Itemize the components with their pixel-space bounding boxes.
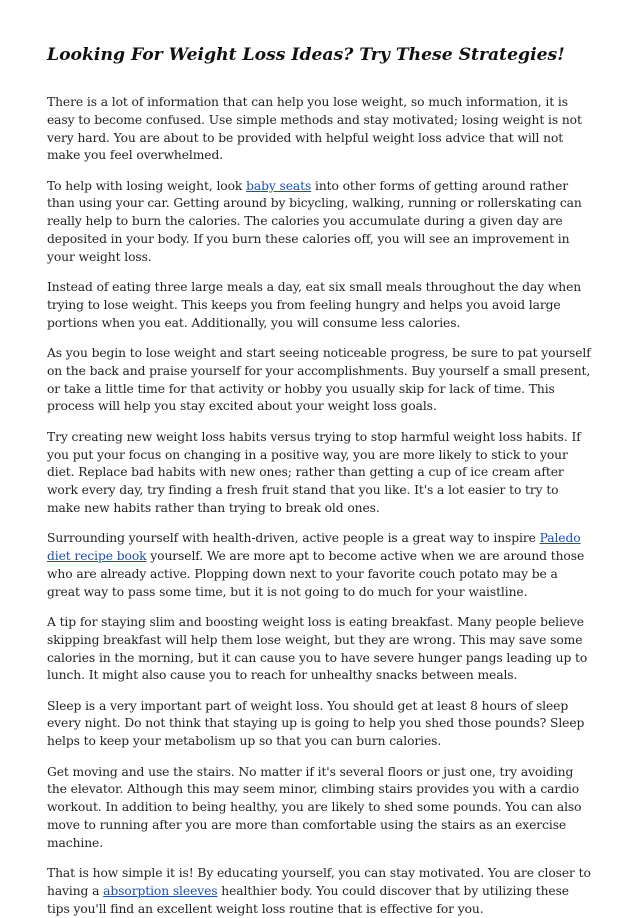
paragraph-9: Get moving and use the stairs. No matter if it's several floors or just one, try avoiding the elevator. Although this may seem minor, climbing stairs provides you with a cardio workout. In addition to being healthy, you are likely to shed some pounds. You can also move to running after you are more than comfortable using the stairs as an exercise machine. [47,764,582,850]
paragraph-5: Try creating new weight loss habits versus trying to stop harmful weight loss habits. If you put your focus on changing in a positive way, you are more likely to stick to your diet. Replace bad habits with new ones; rather than getting a cup of ice cream after work every day, try finding a fresh fruit stand that you like. It's a lot easier to try to make new habits rather than trying to break old ones. [47,429,581,515]
paragraph-8: Sleep is a very important part of weight loss. You should get at least 8 hours of sleep every night. Do not think that staying up is going to help you shed those pounds? Sleep helps to keep your metabolism up so that you can burn calories. [47,698,585,749]
paragraph-2: To help with losing weight, look baby seats into other forms of getting around rather than using your car. Getting around by bicycling, walking, running or rollerskating can really help to burn the calories. The calories you accumulate during a given day are deposited in your body. If you burn these calories off, you will see an improvement in your weight loss. [47,178,582,264]
paragraph-6: Surrounding yourself with health-driven, active people is a great way to inspire Paledo diet recipe book yourself. We are more apt to become active when we are around those who are already active. Plopping down next to your favorite couch potato may be a great way to pass some time, but it is not going to do much for your waistline. [47,531,585,599]
link-absorption-sleeves[interactable]: absorption sleeves [103,883,218,898]
paragraph-7: A tip for staying slim and boosting weight loss is eating breakfast. Many people believe skipping breakfast will help them lose weight, but they are wrong. This may save some calories in the morning, but it can cause you to have severe hunger pangs leading up to lunch. It might also cause you to reach for unhealthy snacks between meals. [47,614,588,683]
link-baby-seats[interactable]: baby seats [246,178,312,193]
paragraph-1: There is a lot of information that can help you lose weight, so much information, it is easy to become confused. Use simple methods and stay motivated; losing weight is not very hard. You are about to be provided with helpful weight loss advice that will not make you feel overwhelmed. [47,95,582,163]
article-title: Looking For Weight Loss Ideas? Try These Strategies! [47,45,565,65]
link-paledo-diet-recipe-book[interactable]: Paledo diet recipe book [47,531,581,564]
paragraph-10: That is how simple it is! By educating yourself, you can stay motivated. You are closer to having a absorption sleeves healthier body. You could discover that by utilizing these tips you'll find an excellent weight loss routine that is effective for you. [47,865,591,916]
paragraph-3: Instead of eating three large meals a day, eat six small meals throughout the day when trying to lose weight. This keeps you from feeling hungry and helps you avoid large portions when you eat. Additionally, you will consume less calories. [47,280,582,330]
paragraph-4: As you begin to lose weight and start seeing noticeable progress, be sure to pat yourself on the back and praise yourself for your accomplishments. Buy yourself a small present, or take a little time for that activity or hobby you usually skip for lack of time. This process will help you stay excited about your weight loss goals. [47,346,591,414]
